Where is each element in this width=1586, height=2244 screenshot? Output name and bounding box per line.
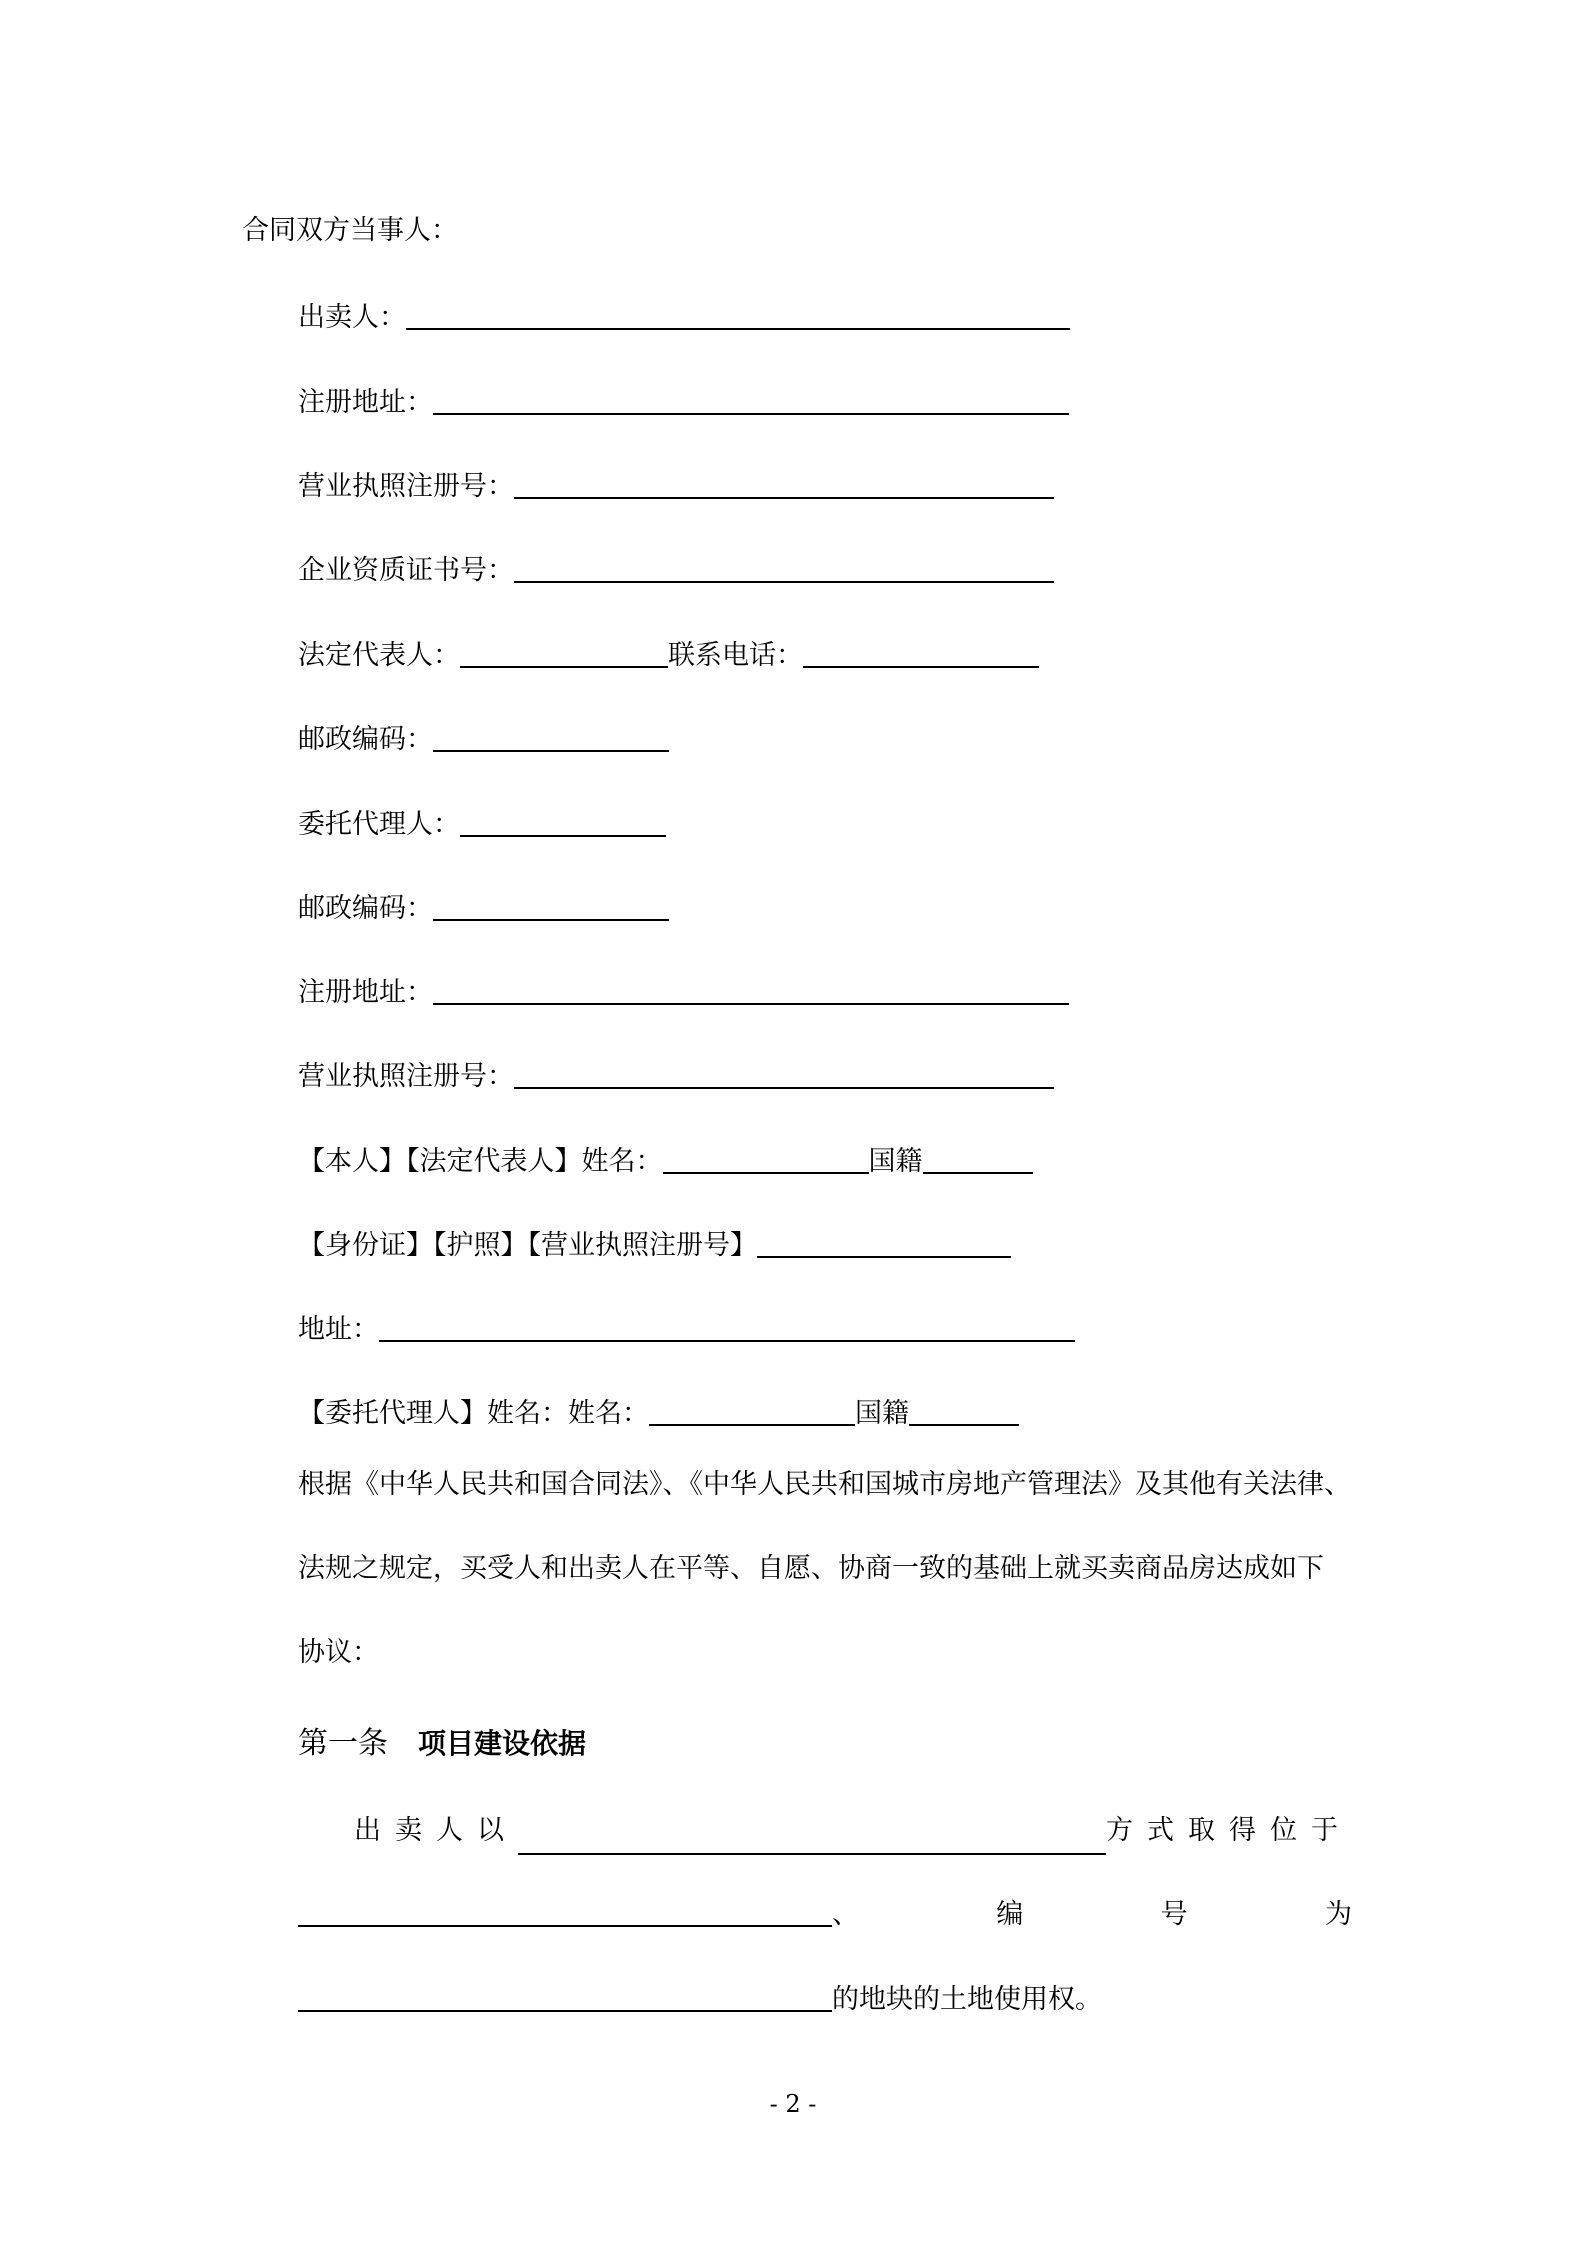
article-text-group xyxy=(298,1895,859,1935)
article-text: 为 xyxy=(1324,1899,1352,1930)
field-label: 营业执照注册号： xyxy=(298,1061,514,1092)
article-text: 的地块的土地使用权。 xyxy=(832,1984,1102,2015)
fill-blank[interactable] xyxy=(649,1396,855,1426)
field-qualification-cert xyxy=(298,551,1054,591)
fill-blank[interactable] xyxy=(514,1059,1054,1089)
field-address xyxy=(298,1310,1075,1350)
field-id-document xyxy=(298,1226,1011,1266)
fill-blank[interactable] xyxy=(298,1897,832,1927)
page-number: - 2 - xyxy=(769,2090,817,2118)
article-text: 、 xyxy=(832,1899,859,1930)
intro-line-1: 根据《中华人民共和国合同法》、《中华人民共和国城市房地产管理法》及其他有关法律、 xyxy=(298,1469,1351,1500)
article-text: 出卖人以 xyxy=(354,1815,518,1846)
field-postal-code xyxy=(298,889,669,929)
field-label: 出卖人： xyxy=(298,302,406,333)
field-label: 营业执照注册号： xyxy=(298,471,514,502)
fill-blank[interactable] xyxy=(909,1396,1019,1426)
article-text-line-2 xyxy=(298,1895,1352,1935)
fill-blank[interactable] xyxy=(514,553,1054,583)
article-text: 编 xyxy=(996,1899,1024,1930)
fill-blank[interactable] xyxy=(298,1982,832,2012)
field-self-name xyxy=(298,1142,1033,1182)
field-label: 【委托代理人】姓名：姓名： xyxy=(298,1398,649,1429)
intro-line-3: 协议： xyxy=(298,1637,379,1668)
field-label-phone: 联系电话： xyxy=(668,640,803,671)
field-label: 注册地址： xyxy=(298,977,433,1008)
field-business-license xyxy=(298,467,1054,507)
fill-blank[interactable] xyxy=(460,807,666,837)
fill-blank[interactable] xyxy=(663,1144,869,1174)
fill-blank[interactable] xyxy=(803,638,1039,668)
field-label: 邮政编码： xyxy=(298,724,433,755)
article-text-line-3 xyxy=(298,1980,1102,2020)
field-label: 【身份证】【护照】【营业执照注册号】 xyxy=(298,1230,757,1261)
fill-blank[interactable] xyxy=(518,1825,1106,1855)
fill-blank[interactable] xyxy=(406,300,1070,330)
field-label-nationality: 国籍 xyxy=(855,1398,909,1429)
article-text: 号 xyxy=(1160,1899,1188,1930)
article-number: 第一条 xyxy=(298,1726,388,1761)
field-label: 企业资质证书号： xyxy=(298,555,514,586)
field-label-nationality: 国籍 xyxy=(868,1146,923,1177)
article-text: 方式取得位于 xyxy=(1106,1815,1352,1846)
parties-heading: 合同双方当事人： xyxy=(242,215,458,246)
fill-blank[interactable] xyxy=(433,975,1069,1005)
article-title: 项目建设依据 xyxy=(418,1727,587,1760)
field-label: 【本人】【法定代表人】姓名： xyxy=(298,1146,663,1177)
field-label: 注册地址： xyxy=(298,387,433,418)
fill-blank[interactable] xyxy=(433,891,669,921)
field-registered-address xyxy=(298,383,1069,423)
field-postal-code xyxy=(298,720,669,760)
fill-blank[interactable] xyxy=(433,385,1069,415)
field-label: 法定代表人： xyxy=(298,640,460,671)
field-registered-address xyxy=(298,973,1069,1013)
fill-blank[interactable] xyxy=(460,638,668,668)
field-label: 委托代理人： xyxy=(298,809,460,840)
fill-blank[interactable] xyxy=(379,1312,1075,1342)
field-agent-name xyxy=(298,1394,1019,1434)
field-business-license xyxy=(298,1057,1054,1097)
field-legal-rep xyxy=(298,636,1039,676)
intro-line-2: 法规之规定，买受人和出卖人在平等、自愿、协商一致的基础上就买卖商品房达成如下 xyxy=(298,1553,1324,1584)
field-label: 邮政编码： xyxy=(298,893,433,924)
field-seller xyxy=(298,298,1070,338)
article-text-line-1 xyxy=(354,1811,1352,1851)
fill-blank[interactable] xyxy=(433,722,669,752)
field-agent xyxy=(298,805,666,845)
article-heading xyxy=(298,1722,586,1766)
fill-blank[interactable] xyxy=(923,1144,1033,1174)
field-label: 地址： xyxy=(298,1314,379,1345)
fill-blank[interactable] xyxy=(514,469,1054,499)
fill-blank[interactable] xyxy=(757,1228,1011,1258)
